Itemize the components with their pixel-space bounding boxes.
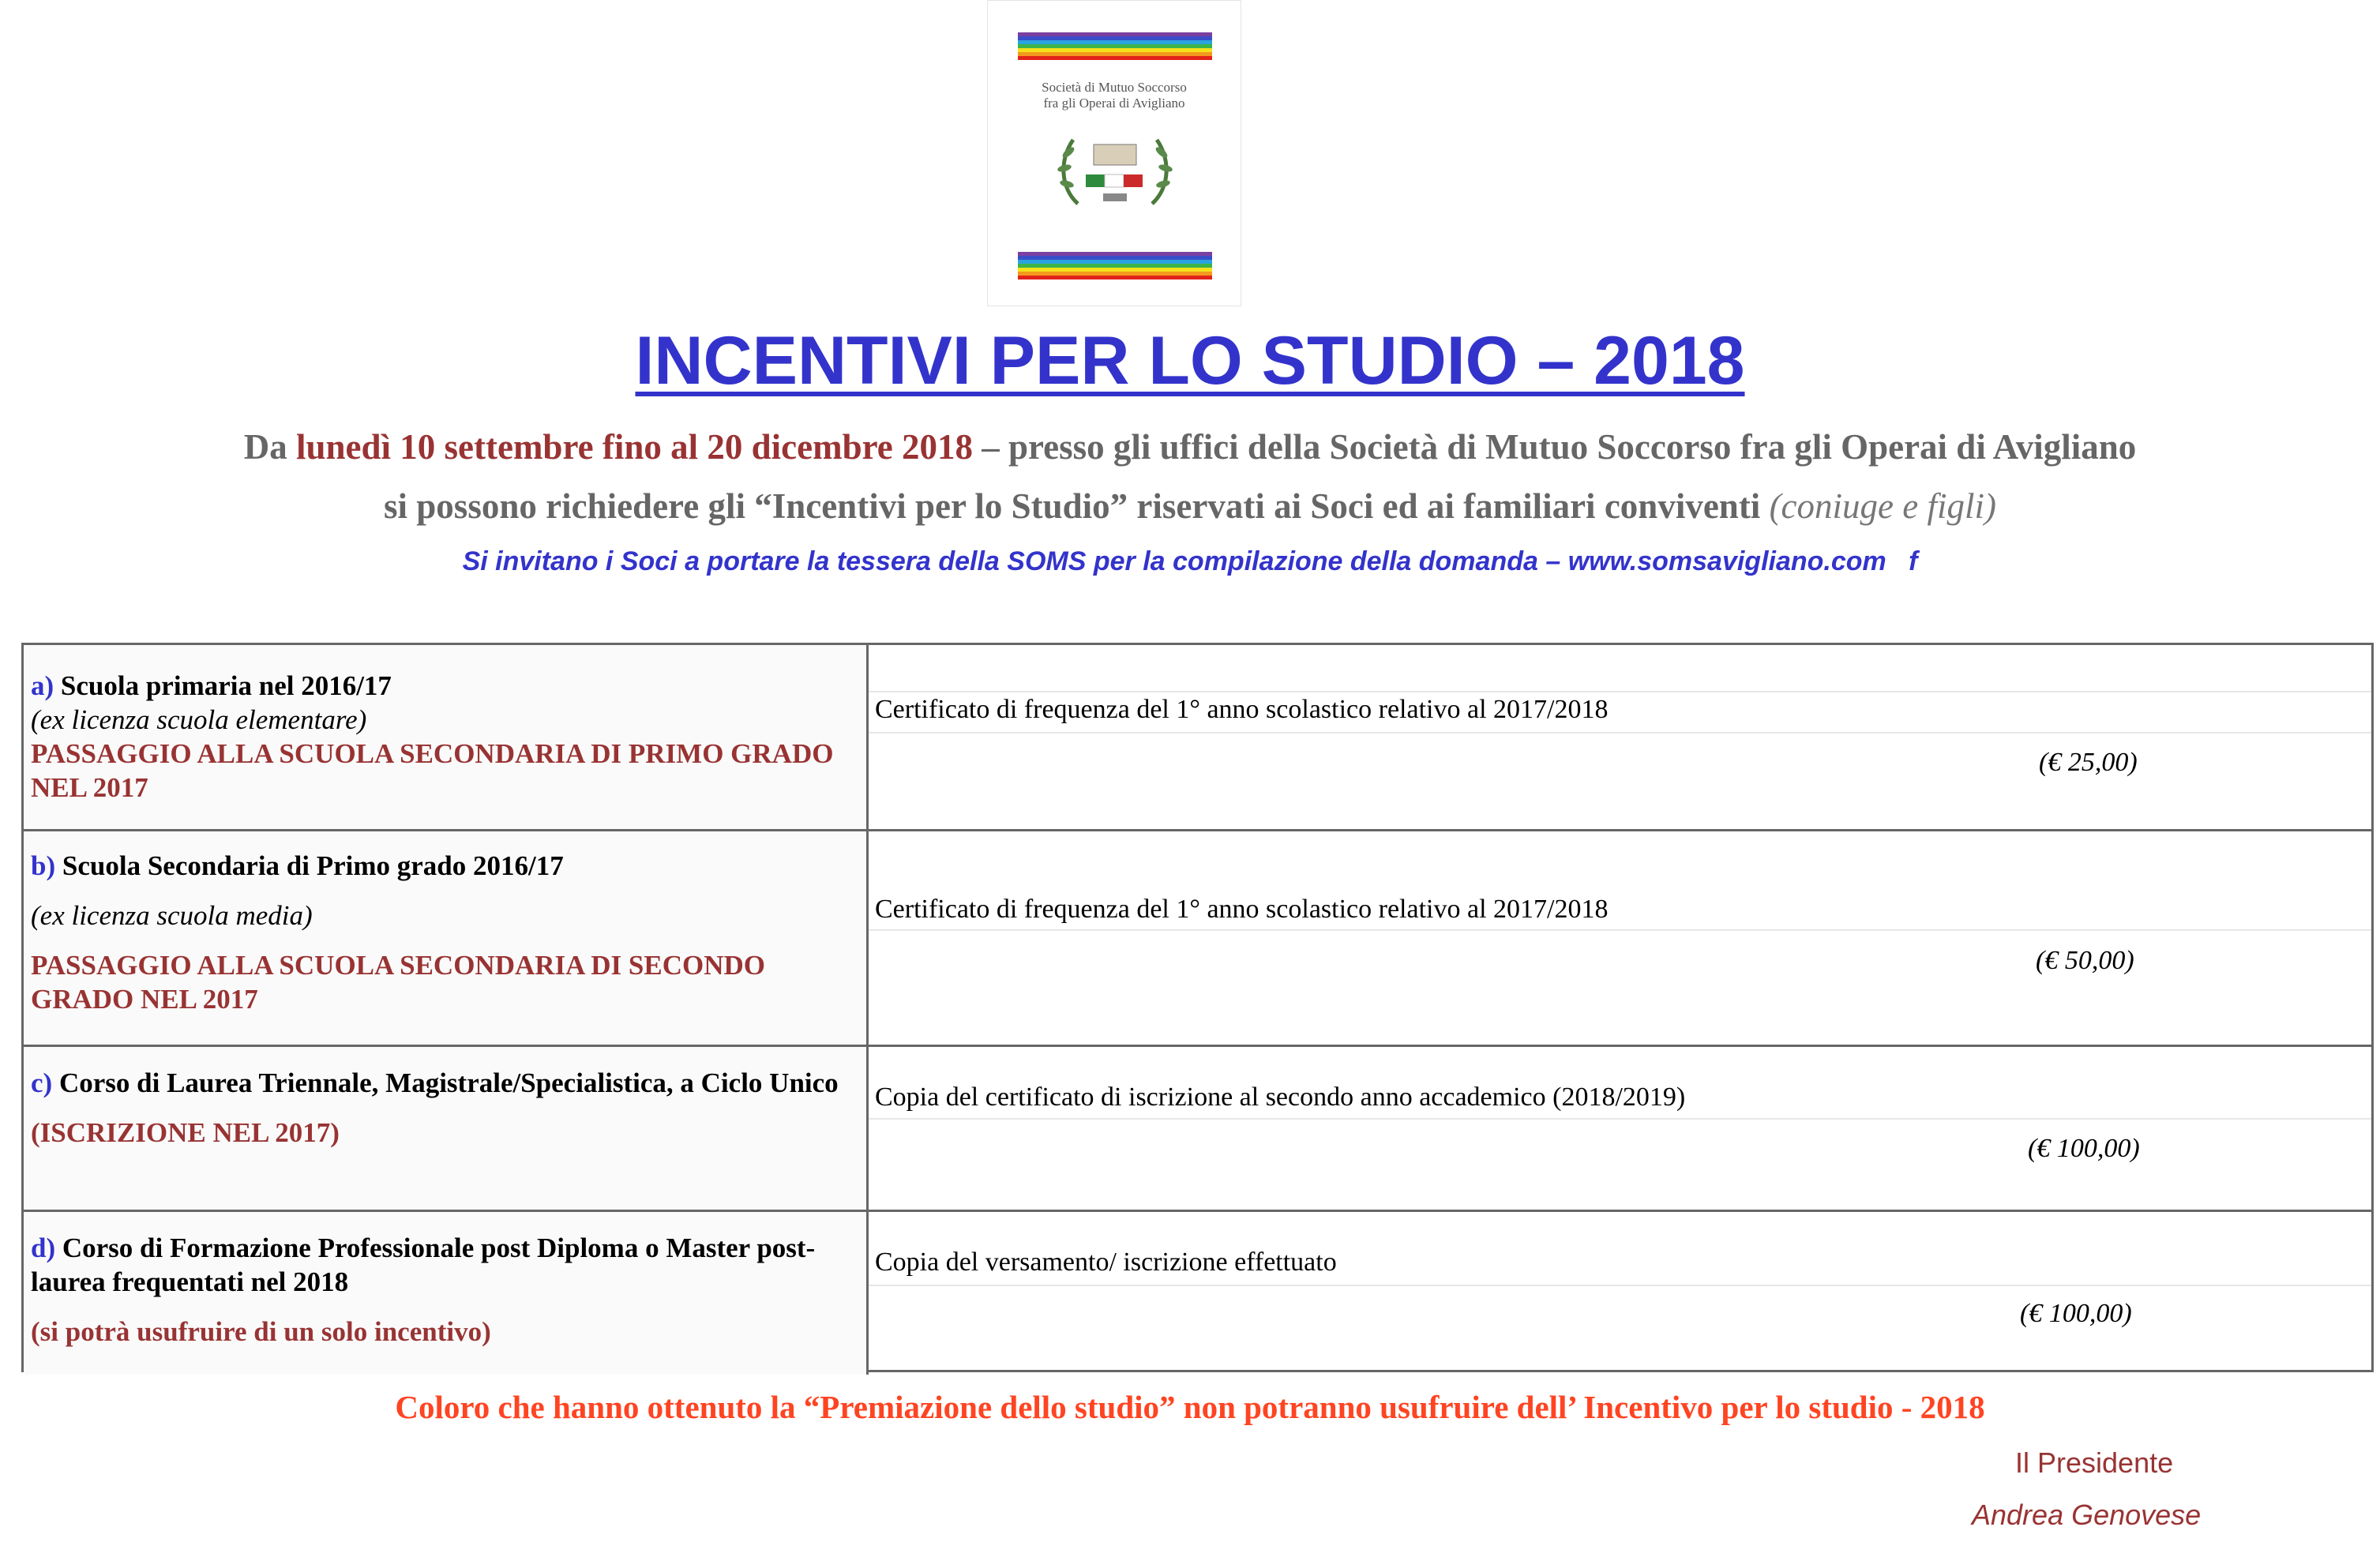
row-details [869,831,2371,1045]
subtitle-dates: lunedì 10 settembre fino al 20 dicembre 2018 [295,427,973,467]
subtitle-pre: Da [243,427,296,467]
wreath-crest-icon [1054,129,1176,216]
subtitle-line-2-text: si possono richiedere gli “Incentivi per lo Studio” riservati ai Soci ed ai familiari conviventi [384,486,1770,526]
divider [869,1285,2371,1286]
row-heading: Scuola primaria nel 2016/17 [54,670,392,701]
table-row [24,645,2371,829]
row-heading: Corso di Laurea Triennale, Magistrale/Specialistica, a Ciclo Unico [52,1067,839,1098]
row-requirement: Copia del certificato di iscrizione al secondo anno accademico (2018/2019) [875,1082,1686,1112]
row-requirement: Certificato di frequenza del 1° anno scolastico relativo al 2017/2018 [875,895,1609,924]
divider [869,732,2371,733]
subtitle-line-2-italic: (coniuge e figli) [1769,486,1996,526]
incentives-table [21,643,2374,1372]
row-amount: (€ 100,00) [2020,1299,2132,1328]
signature-name: Andrea Genovese [1972,1499,2202,1531]
row-letter: d) [31,1232,56,1263]
row-highlight: (ISCRIZIONE NEL 2017) [31,1117,340,1148]
divider [869,929,2371,931]
page-title: INCENTIVI PER LO STUDIO – 2018 [635,323,1745,399]
subtitle-line-2 [0,486,2380,527]
row-requirement: Certificato di frequenza del 1° anno scolastico relativo al 2017/2018 [875,695,1609,724]
row-amount: (€ 100,00) [2028,1134,2140,1163]
divider [869,1118,2371,1120]
row-amount: (€ 25,00) [2039,748,2138,777]
subtitle-post: – presso gli uffici della Società di Mutuo Soccorso fra gli Operai di Avigliano [972,427,2137,467]
table-row [24,1045,2371,1210]
row-letter: c) [31,1067,53,1098]
table-row [24,1210,2371,1375]
logo-org-name [988,80,1241,111]
row-highlight: (si potrà usufruire di un solo incentivo) [31,1316,491,1347]
row-description [24,831,869,1045]
row-description [24,645,869,829]
row-description [24,1047,869,1210]
row-amount: (€ 50,00) [2036,946,2134,975]
divider [869,691,2371,692]
row-description [24,1212,869,1375]
row-letter: b) [31,850,56,881]
logo-line-2: fra gli Operai di Avigliano [1043,96,1185,111]
invite-line: Si invitano i Soci a portare la tessera della SOMS per la compilazione della domanda – www.somsavigliano.com f [462,546,1918,576]
signature-role: Il Presidente [2015,1446,2174,1479]
row-highlight: PASSAGGIO ALLA SCUOLA SECONDARIA DI PRIMO GRADO NEL 2017 [31,738,834,803]
row-details [869,1212,2371,1375]
row-heading: Corso di Formazione Professionale post Diploma o Master post-laurea frequentati nel 2018 [31,1232,816,1297]
row-requirement: Copia del versamento/ iscrizione effettuato [875,1247,1337,1277]
subtitle-line-1 [0,426,2380,467]
logo-line-1: Società di Mutuo Soccorso [1042,80,1187,95]
row-heading: Scuola Secondaria di Primo grado 2016/17 [55,850,564,881]
footer-notice: Coloro che hanno ottenuto la “Premiazione dello studio” non potranno usufruire dell’ Incentivo per lo studio - 2018 [395,1389,1985,1425]
row-details [869,1047,2371,1210]
row-highlight: PASSAGGIO ALLA SCUOLA SECONDARIA DI SECONDO GRADO NEL 2017 [31,950,765,1015]
row-details [869,645,2371,829]
rainbow-stripe-top [1018,32,1212,60]
row-letter: a) [31,670,54,701]
row-note: (ex licenza scuola elementare) [31,704,367,735]
row-note: (ex licenza scuola media) [31,900,313,931]
rainbow-stripe-bottom [1018,252,1212,280]
table-row [24,829,2371,1045]
soms-logo [987,0,1241,306]
